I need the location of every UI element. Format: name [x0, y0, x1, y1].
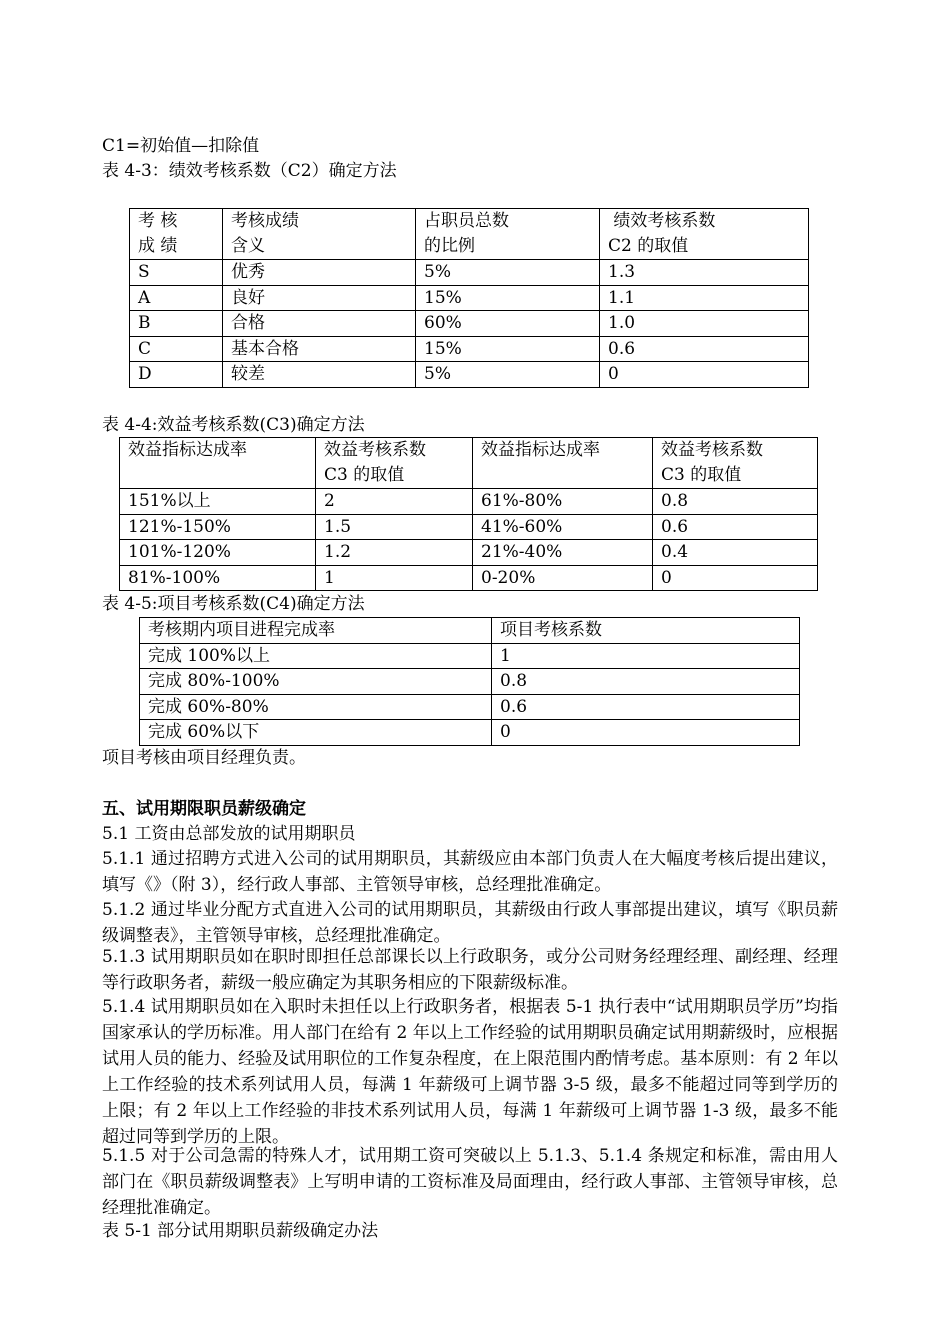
table-header-row [130, 209, 809, 260]
clause-5-1-3: 5.1.3 试用期职员如在职时即担任总部课长以上行政职务，或分公司财务经理经理、副经理、经理等行政职务者，薪级一般应确定为其职务相应的下限薪级标准。 [102, 947, 838, 993]
table-cell: 完成 60%-80% [140, 694, 492, 720]
table-cell: 较差 [223, 362, 416, 388]
header-cell [416, 209, 600, 260]
section-5-heading: 五、试用期限职员薪级确定 [102, 799, 306, 819]
table-cell: 合格 [223, 311, 416, 337]
table-cell: 0 [600, 362, 809, 388]
table-cell: 2 [316, 489, 473, 515]
table-row [140, 669, 800, 695]
header-cell [130, 209, 223, 260]
table-cell: 1.5 [316, 514, 473, 540]
table-cell: 良好 [223, 285, 416, 311]
header-cell [316, 438, 473, 489]
cell-text: 占职员总数 的比例 [424, 211, 509, 256]
table-5-1-caption: 表 5-1 部分试用期职员薪级确定办法 [102, 1221, 379, 1241]
table-cell: 1.0 [600, 311, 809, 337]
table-row [130, 336, 809, 362]
table-cell: 81%-100% [120, 565, 316, 591]
cell-text: 绩效考核系数 C2 的取值 [608, 211, 716, 256]
table-cell: 1 [316, 565, 473, 591]
table-cell: D [130, 362, 223, 388]
table-row [130, 362, 809, 388]
table-row [120, 514, 818, 540]
table-cell: 0 [492, 720, 800, 746]
table-cell: 21%-40% [473, 540, 653, 566]
table-header-row [140, 618, 800, 644]
table-row [140, 720, 800, 746]
table-cell: 0.6 [492, 694, 800, 720]
header-cell [653, 438, 818, 489]
table-cell: 0.6 [653, 514, 818, 540]
table-row [130, 260, 809, 286]
table-row [140, 694, 800, 720]
header-cell: 项目考核系数 [492, 618, 800, 644]
table-cell: 完成 80%-100% [140, 669, 492, 695]
table-row [120, 565, 818, 591]
table-cell: 0 [653, 565, 818, 591]
table-4-3-caption: 表 4-3：绩效考核系数（C2）确定方法 [102, 161, 397, 181]
header-cell: 考核期内项目进程完成率 [140, 618, 492, 644]
table-cell: B [130, 311, 223, 337]
table-cell: 0-20% [473, 565, 653, 591]
table-cell: 完成 100%以上 [140, 643, 492, 669]
table-cell: 60% [416, 311, 600, 337]
cell-text: 效益考核系数 C3 的取值 [661, 440, 763, 485]
header-cell [473, 438, 653, 489]
table-cell: 41%-60% [473, 514, 653, 540]
clause-5-1-2: 5.1.2 通过毕业分配方式直进入公司的试用期职员，其薪级由行政人事部提出建议，填写《职员薪级调整表》，主管领导审核，总经理批准确定。 [102, 900, 838, 946]
table-cell: C [130, 336, 223, 362]
table-row [140, 643, 800, 669]
table-cell: 1.2 [316, 540, 473, 566]
table-cell: S [130, 260, 223, 286]
table-row [130, 311, 809, 337]
table-row [130, 285, 809, 311]
table-cell: 15% [416, 336, 600, 362]
table-cell: A [130, 285, 223, 311]
table-cell: 5% [416, 260, 600, 286]
table-row [120, 489, 818, 515]
header-cell [223, 209, 416, 260]
header-cell [600, 209, 809, 260]
table-4-5-caption: 表 4-5:项目考核系数(C4)确定方法 [102, 594, 365, 614]
cell-text: 效益考核系数 C3 的取值 [324, 440, 426, 485]
table-cell: 优秀 [223, 260, 416, 286]
clause-5-1: 5.1 工资由总部发放的试用期职员 [102, 824, 356, 844]
table-cell: 1.1 [600, 285, 809, 311]
clause-5-1-1: 5.1.1 通过招聘方式进入公司的试用期职员，其薪级应由本部门负责人在大幅度考核后提出建议，填写《》（附 3），经行政人事部、主管领导审核，总经理批准确定。 [102, 849, 838, 895]
table-4-3 [129, 208, 809, 388]
table-cell: 151%以上 [120, 489, 316, 515]
cell-text: 效益指标达成率 [481, 440, 600, 460]
header-cell [120, 438, 316, 489]
table-cell: 5% [416, 362, 600, 388]
table-header-row [120, 438, 818, 489]
table-cell: 61%-80% [473, 489, 653, 515]
table-cell: 1 [492, 643, 800, 669]
table-row [120, 540, 818, 566]
table-cell: 101%-120% [120, 540, 316, 566]
table-cell: 0.8 [653, 489, 818, 515]
table-4-4 [119, 437, 818, 591]
table-4-5 [139, 617, 800, 746]
project-note: 项目考核由项目经理负责。 [102, 748, 306, 768]
cell-text: 效益指标达成率 [128, 440, 247, 460]
cell-text: 考核成绩 含义 [231, 211, 299, 256]
table-cell: 15% [416, 285, 600, 311]
table-4-4-caption: 表 4-4:效益考核系数(C3)确定方法 [102, 415, 365, 435]
table-cell: 完成 60%以下 [140, 720, 492, 746]
table-cell: 1.3 [600, 260, 809, 286]
table-cell: 0.8 [492, 669, 800, 695]
c1-formula: C1=初始值—扣除值 [102, 136, 260, 156]
table-cell: 基本合格 [223, 336, 416, 362]
clause-5-1-5: 5.1.5 对于公司急需的特殊人才，试用期工资可突破以上 5.1.3、5.1.4 条规定和标准，需由用人部门在《职员薪级调整表》上写明申请的工资标准及局面理由，经行政人事部、主管领导审核，总经理批准确定。 [102, 1146, 838, 1218]
table-cell: 0.4 [653, 540, 818, 566]
clause-5-1-4: 5.1.4 试用期职员如在入职时未担任以上行政职务者，根据表 5-1 执行表中“试用期职员学历”均指国家承认的学历标准。用人部门在给有 2 年以上工作经验的试用期职员确定试用期薪级时，应根据试用人员的能力、经验及试用职位的工作复杂程度，在上限范围内酌情考虑。基本原则：有 2 年以上工作经验的技术系列试用人员，每满 1 年薪级可上调节器 3-5 级，最多不能超过同等到学历的上限；有 2 年以上工作经验的非技术系列试用人员，每满 1 年薪级可上调节器 1-3 级，最多不能超过同等到学历的上限。 [102, 997, 838, 1147]
table-cell: 121%-150% [120, 514, 316, 540]
cell-text: 考 核 成 绩 [138, 211, 178, 256]
table-cell: 0.6 [600, 336, 809, 362]
